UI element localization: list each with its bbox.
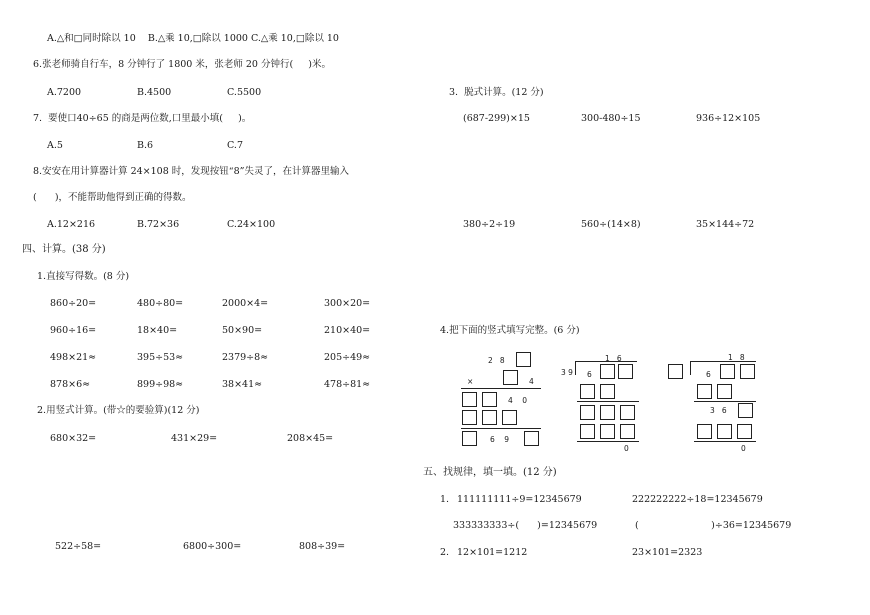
blank-box[interactable] xyxy=(462,410,477,425)
blank-box[interactable] xyxy=(697,424,712,439)
q7-option-c: C.7 xyxy=(227,140,243,151)
blank-box[interactable] xyxy=(737,424,752,439)
direct-calc: 480÷80= xyxy=(137,298,184,309)
direct-calc: 2000×4= xyxy=(222,298,269,309)
blank-box[interactable] xyxy=(482,392,497,407)
direct-calc: 878×6≈ xyxy=(50,379,91,390)
stepwise-calc: 300-480÷15 xyxy=(581,113,641,124)
q7-option-b: B.6 xyxy=(137,140,154,151)
sub3-heading: 3. 脱式计算。(12 分) xyxy=(449,87,544,98)
blank-box[interactable] xyxy=(580,384,595,399)
vertical-calc: 431×29= xyxy=(171,433,218,444)
blank-box[interactable] xyxy=(668,364,683,379)
direct-calc: 899÷98≈ xyxy=(137,379,184,390)
q8-option-b: B.72×36 xyxy=(137,219,180,230)
vertical-calc: 680×32= xyxy=(50,433,97,444)
rule1-equation-c: 333333333÷( )=12345679 xyxy=(453,520,598,531)
blank-box[interactable] xyxy=(600,384,615,399)
sub4-heading: 4.把下面的竖式填写完整。(6 分) xyxy=(440,325,580,336)
q6-text: 6.张老师骑自行车，8 分钟行了 1800 米，张老师 20 分钟行( )米。 xyxy=(33,59,331,70)
blank-box[interactable] xyxy=(620,405,635,420)
blank-box[interactable] xyxy=(600,424,615,439)
direct-calc: 38×41≈ xyxy=(222,379,263,390)
q5-options: A.△和□同时除以 10 B.△乘 10,□除以 1000 C.△乘 10,□除以 10 xyxy=(47,33,339,44)
blank-box[interactable] xyxy=(580,424,595,439)
blank-box[interactable] xyxy=(502,410,517,425)
section-5-heading: 五、找规律，填一填。(12 分) xyxy=(423,467,557,478)
section-4-heading: 四、计算。(38 分) xyxy=(22,244,106,255)
rule2-equation-b: 23×101=2323 xyxy=(632,547,703,558)
blank-box[interactable] xyxy=(600,405,615,420)
rule1-number: 1. xyxy=(440,494,450,505)
blank-box[interactable] xyxy=(740,364,755,379)
direct-calc: 2379÷8≈ xyxy=(222,352,269,363)
blank-box[interactable] xyxy=(697,384,712,399)
direct-calc: 205÷49≈ xyxy=(324,352,371,363)
blank-box[interactable] xyxy=(580,405,595,420)
q7-option-a: A.5 xyxy=(47,140,63,151)
rule1-equation-b: 222222222÷18=12345679 xyxy=(632,494,763,505)
blank-box[interactable] xyxy=(503,370,518,385)
q6-option-b: B.4500 xyxy=(137,87,172,98)
rule2-equation-a: 12×101=1212 xyxy=(457,547,528,558)
direct-calc: 498×21≈ xyxy=(50,352,97,363)
sub1-heading: 1.直接写得数。(8 分) xyxy=(37,271,130,282)
blank-box[interactable] xyxy=(620,424,635,439)
blank-box[interactable] xyxy=(462,392,477,407)
blank-box[interactable] xyxy=(482,410,497,425)
blank-box[interactable] xyxy=(717,424,732,439)
vertical-calc: 208×45= xyxy=(287,433,334,444)
q7-text: 7. 要使口40÷65 的商是两位数,口里最小填( )。 xyxy=(33,113,252,124)
stepwise-calc: 380÷2÷19 xyxy=(463,219,516,230)
q6-option-a: A.7200 xyxy=(47,87,82,98)
rule1-equation-d: ( )÷36=12345679 xyxy=(635,520,792,531)
vertical-calc: 522÷58= xyxy=(55,541,102,552)
direct-calc: 960÷16= xyxy=(50,325,97,336)
blank-box[interactable] xyxy=(462,431,477,446)
direct-calc: 860÷20= xyxy=(50,298,97,309)
sub2-heading: 2.用竖式计算。(带☆的要验算)(12 分) xyxy=(37,405,200,416)
rule2-number: 2. xyxy=(440,547,450,558)
direct-calc: 478÷81≈ xyxy=(324,379,371,390)
blank-box[interactable] xyxy=(600,364,615,379)
direct-calc: 50×90= xyxy=(222,325,263,336)
stepwise-calc: 560÷(14×8) xyxy=(581,219,641,230)
direct-calc: 300×20= xyxy=(324,298,371,309)
q8-option-c: C.24×100 xyxy=(227,219,276,230)
blank-box[interactable] xyxy=(738,403,753,418)
blank-box[interactable] xyxy=(720,364,735,379)
q8-text-line1: 8.安安在用计算器计算 24×108 时，发现按钮“8”失灵了，在计算器里输入 xyxy=(33,166,350,177)
blank-box[interactable] xyxy=(618,364,633,379)
direct-calc: 18×40= xyxy=(137,325,178,336)
vertical-calc: 6800÷300= xyxy=(183,541,242,552)
stepwise-calc: 35×144÷72 xyxy=(696,219,755,230)
direct-calc: 210×40= xyxy=(324,325,371,336)
q8-option-a: A.12×216 xyxy=(47,219,96,230)
rule1-equation-a: 111111111÷9=12345679 xyxy=(457,494,582,505)
stepwise-calc: 936÷12×105 xyxy=(696,113,761,124)
stepwise-calc: (687-299)×15 xyxy=(463,113,530,124)
blank-box[interactable] xyxy=(717,384,732,399)
q8-text-line2: ( )，不能帮助他得到正确的得数。 xyxy=(33,192,192,203)
vertical-calc: 808÷39= xyxy=(299,541,346,552)
q6-option-c: C.5500 xyxy=(227,87,262,98)
blank-box[interactable] xyxy=(524,431,539,446)
blank-box[interactable] xyxy=(516,352,531,367)
direct-calc: 395÷53≈ xyxy=(137,352,184,363)
